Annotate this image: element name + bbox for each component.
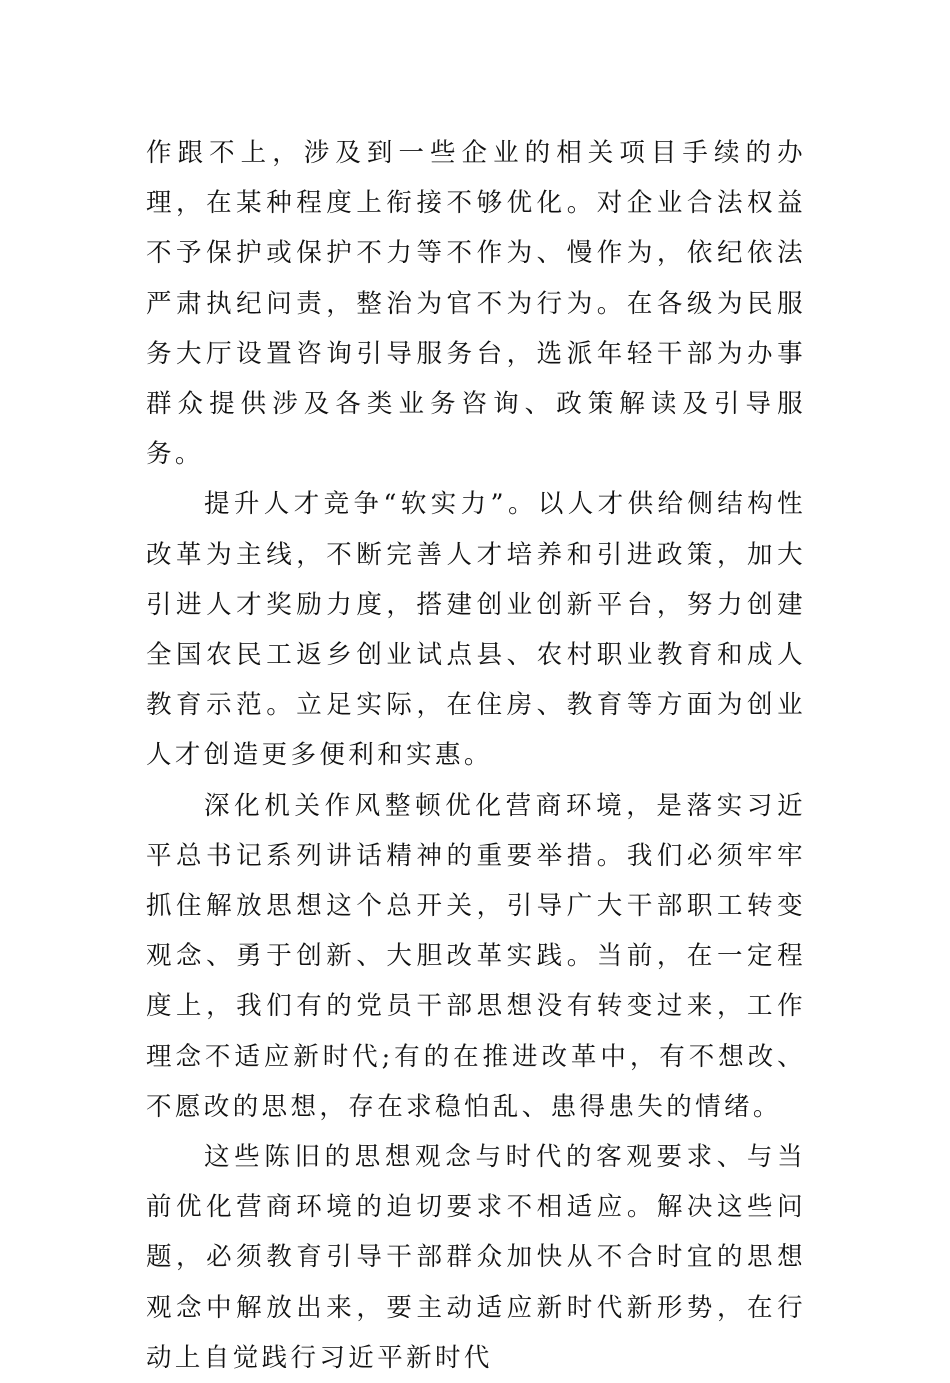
paragraph-work-style: 深化机关作风整顿优化营商环境，是落实习近平总书记系列讲话精神的重要举措。我们必须牢牢抓住解放思想这个总开关，引导广大干部职工转变观念、勇于创新、大胆改革实践。当前，在一定程度上，我们有的党员干部思想没有转变过来，工作理念不适应新时代;有的在推进改革中，有不想改、不愿改的思想，存在求稳怕乱、患得患失的情绪。 (146, 790, 806, 1122)
paragraph-talent: 提升人才竞争“软实力”。以人才供给侧结构性改革为主线，不断完善人才培养和引进政策，加大引进人才奖励力度，搭建创业创新平台，努力创建全国农民工返乡创业试点县、农村职业教育和成人教育示范。立足实际，在住房、教育等方面为创业人才创造更多便利和实惠。 (146, 489, 806, 771)
paragraph-continuation: 作跟不上，涉及到一些企业的相关项目手续的办理，在某种程度上衔接不够优化。对企业合法权益不予保护或保护不力等不作为、慢作为，依纪依法严肃执纪问责，整治为官不为行为。在各级为民服务大厅设置咨询引导服务台，选派年轻干部为办事群众提供涉及各类业务咨询、政策解读及引导服务。 (146, 138, 806, 470)
paragraph-old-ideas: 这些陈旧的思想观念与时代的客观要求、与当前优化营商环境的迫切要求不相适应。解决这些问题，必须教育引导干部群众加快从不合时宜的思想观念中解放出来，要主动适应新时代新形势，在行动上自觉践行习近平新时代 (146, 1142, 806, 1373)
document-body (146, 128, 806, 1383)
